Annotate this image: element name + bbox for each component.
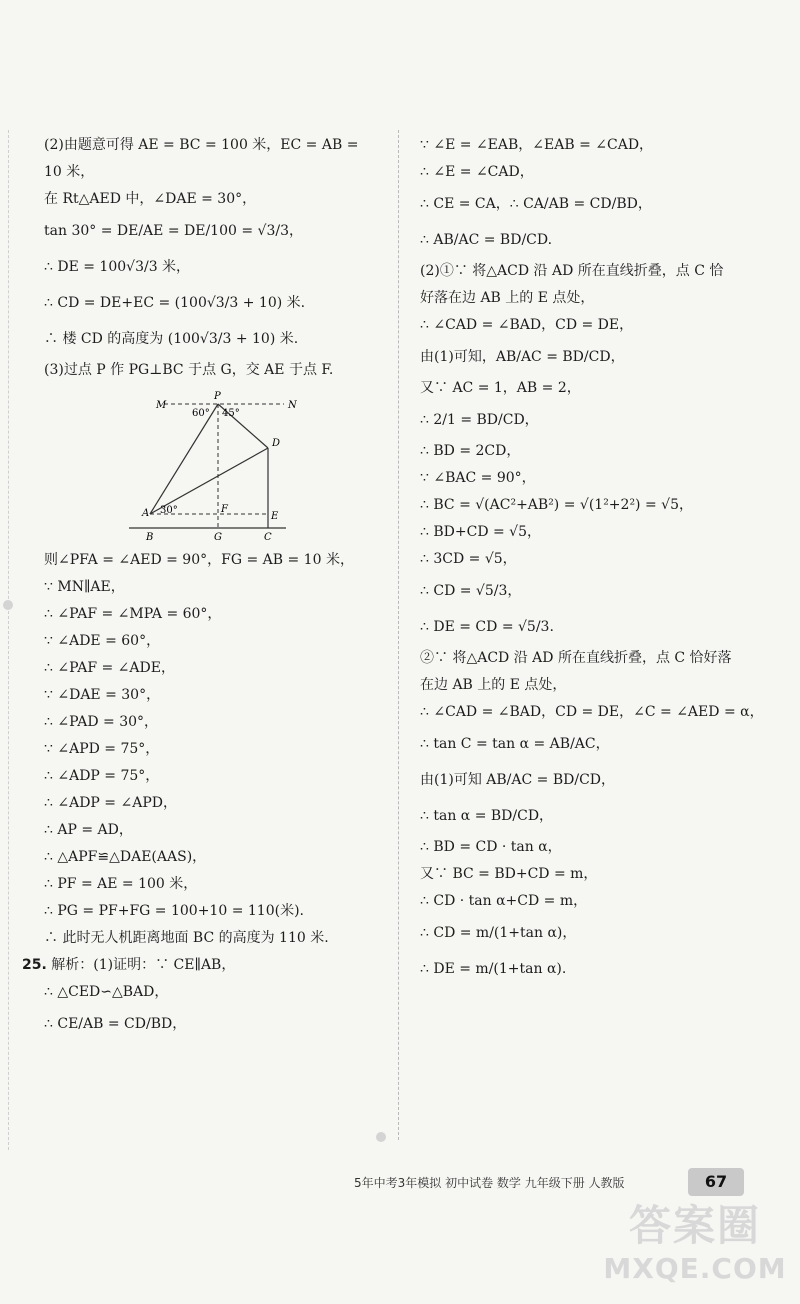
solution-line: ②∵ 将△ACD 沿 AD 所在直线折叠，点 C 恰好落 bbox=[420, 650, 732, 666]
angle-label: 30° bbox=[160, 505, 178, 516]
point-label: F bbox=[221, 504, 228, 515]
page-footer bbox=[354, 1168, 754, 1196]
solution-line: ∴ ∠ADP = 75°， bbox=[44, 768, 160, 784]
solution-line: ∴ △CED∽△BAD， bbox=[44, 984, 169, 1000]
solution-line: ∴ BD = 2CD， bbox=[420, 443, 521, 459]
solution-line: ∴ ∠CAD = ∠BAD，CD = DE， bbox=[420, 317, 634, 333]
point-label: M bbox=[156, 400, 167, 411]
solution-line: 10 米， bbox=[44, 164, 95, 180]
solution-line: 则∠PFA = ∠AED = 90°，FG = AB = 10 米， bbox=[44, 552, 354, 568]
binding-hole bbox=[376, 1132, 386, 1142]
geometry-diagram bbox=[44, 386, 384, 541]
solution-line: ∴ CD = m/(1+tan α)， bbox=[420, 925, 577, 941]
solution-line: ∴ AP = AD， bbox=[44, 822, 133, 838]
solution-line: ∴ ∠CAD = ∠BAD，CD = DE，∠C = ∠AED = α， bbox=[420, 704, 764, 720]
solution-line: 由(1)可知 AB/AC = BD/CD， bbox=[420, 772, 616, 788]
binding-hole bbox=[3, 600, 13, 610]
solution-line: ∴ DE = 100√3/3 米， bbox=[44, 259, 191, 275]
watermark-title: 答案圈 bbox=[628, 1201, 761, 1250]
solution-line: ∴ DE = CD = √5/3. bbox=[420, 619, 554, 635]
solution-line: ∴ PG = PF+FG = 100+10 = 110(米). bbox=[44, 903, 304, 919]
solution-line: ∵ ∠APD = 75°， bbox=[44, 741, 160, 757]
solution-line: ∴ 楼 CD 的高度为 (100√3/3 + 10) 米. bbox=[44, 331, 299, 347]
watermark-url: MXQE.COM bbox=[603, 1252, 787, 1285]
book-title: 5年中考3年模拟 初中试卷 数学 九年级下册 人教版 bbox=[354, 1176, 625, 1190]
solution-line: ∴ ∠ADP = ∠APD， bbox=[44, 795, 177, 811]
solution-line: ∵ ∠DAE = 30°， bbox=[44, 687, 161, 703]
point-label: N bbox=[288, 400, 297, 411]
solution-line: ∴ tan α = BD/CD， bbox=[420, 808, 554, 824]
solution-line: ∵ ∠BAC = 90°， bbox=[420, 470, 536, 486]
solution-line: ∴ CD = DE+EC = (100√3/3 + 10) 米. bbox=[44, 295, 306, 311]
solution-line: ∴ BD = CD · tan α， bbox=[420, 839, 562, 855]
angle-label: 45° bbox=[222, 408, 240, 419]
solution-line: ∵ MN∥AE， bbox=[44, 579, 125, 595]
angle-label: 60° bbox=[192, 408, 210, 419]
solution-line: ∴ ∠E = ∠CAD， bbox=[420, 164, 534, 180]
solution-line: 又∵ AC = 1，AB = 2， bbox=[420, 380, 581, 396]
right-column bbox=[420, 132, 780, 987]
solution-line: ∴ BD+CD = √5， bbox=[420, 524, 541, 540]
solution-line: 在 Rt△AED 中，∠DAE = 30°， bbox=[44, 191, 257, 207]
left-column bbox=[22, 132, 384, 1042]
solution-line: (2)①∵ 将△ACD 沿 AD 所在直线折叠，点 C 恰 bbox=[420, 263, 724, 279]
point-label: E bbox=[271, 511, 279, 522]
solution-line: ∴ tan C = tan α = AB/AC， bbox=[420, 736, 610, 752]
solution-line: ∵ ∠ADE = 60°， bbox=[44, 633, 161, 649]
column-divider bbox=[398, 130, 399, 1140]
solution-line: ∴ △APF≌△DAE(AAS)， bbox=[44, 849, 207, 865]
point-label: G bbox=[214, 532, 222, 541]
solution-line: ∴ CE = CA，∴ CA/AB = CD/BD， bbox=[420, 196, 652, 212]
geometry-figure bbox=[44, 386, 384, 541]
point-label: D bbox=[272, 438, 281, 449]
solution-line: tan 30° = DE/AE = DE/100 = √3/3， bbox=[44, 223, 303, 239]
watermark bbox=[600, 1200, 790, 1295]
solution-line: ∴ 此时无人机距离地面 BC 的高度为 110 米. bbox=[44, 930, 329, 946]
solution-line: ∵ ∠E = ∠EAB，∠EAB = ∠CAD， bbox=[420, 137, 654, 153]
solution-line: ∴ CE/AB = CD/BD， bbox=[44, 1016, 187, 1032]
solution-line: 又∵ BC = BD+CD = m， bbox=[420, 866, 598, 882]
point-label: A bbox=[142, 508, 150, 519]
solution-line: ∴ AB/AC = BD/CD. bbox=[420, 232, 553, 248]
question-number: 25. bbox=[22, 957, 47, 973]
point-label: B bbox=[146, 532, 154, 541]
solution-line: 在边 AB 上的 E 点处， bbox=[420, 677, 567, 693]
point-label: C bbox=[264, 532, 272, 541]
page-number: 67 bbox=[688, 1168, 744, 1196]
solution-line: ∴ 2/1 = BD/CD， bbox=[420, 412, 539, 428]
solution-line: ∴ BC = √(AC²+AB²) = √(1²+2²) = √5， bbox=[420, 497, 693, 513]
point-label: P bbox=[214, 391, 221, 402]
solution-line: 解析：(1)证明：∵ CE∥AB， bbox=[51, 957, 236, 973]
solution-line: ∴ CD = √5/3， bbox=[420, 583, 522, 599]
solution-line: ∴ 3CD = √5， bbox=[420, 551, 517, 567]
solution-line: ∴ ∠PAF = ∠MPA = 60°， bbox=[44, 606, 222, 622]
solution-line: (3)过点 P 作 PG⊥BC 于点 G，交 AE 于点 F. bbox=[44, 362, 334, 378]
solution-line: 好落在边 AB 上的 E 点处， bbox=[420, 290, 595, 306]
solution-line: ∴ ∠PAF = ∠ADE， bbox=[44, 660, 175, 676]
solution-line: ∴ PF = AE = 100 米， bbox=[44, 876, 198, 892]
solution-line: ∴ CD · tan α+CD = m， bbox=[420, 893, 588, 909]
binding-line bbox=[8, 130, 9, 1150]
solution-line: ∴ ∠PAD = 30°， bbox=[44, 714, 159, 730]
solution-line: (2)由题意可得 AE = BC = 100 米，EC = AB = bbox=[44, 137, 359, 153]
solution-line: 由(1)可知，AB/AC = BD/CD， bbox=[420, 349, 625, 365]
question-header bbox=[22, 952, 384, 979]
solution-line: ∴ DE = m/(1+tan α). bbox=[420, 961, 567, 977]
